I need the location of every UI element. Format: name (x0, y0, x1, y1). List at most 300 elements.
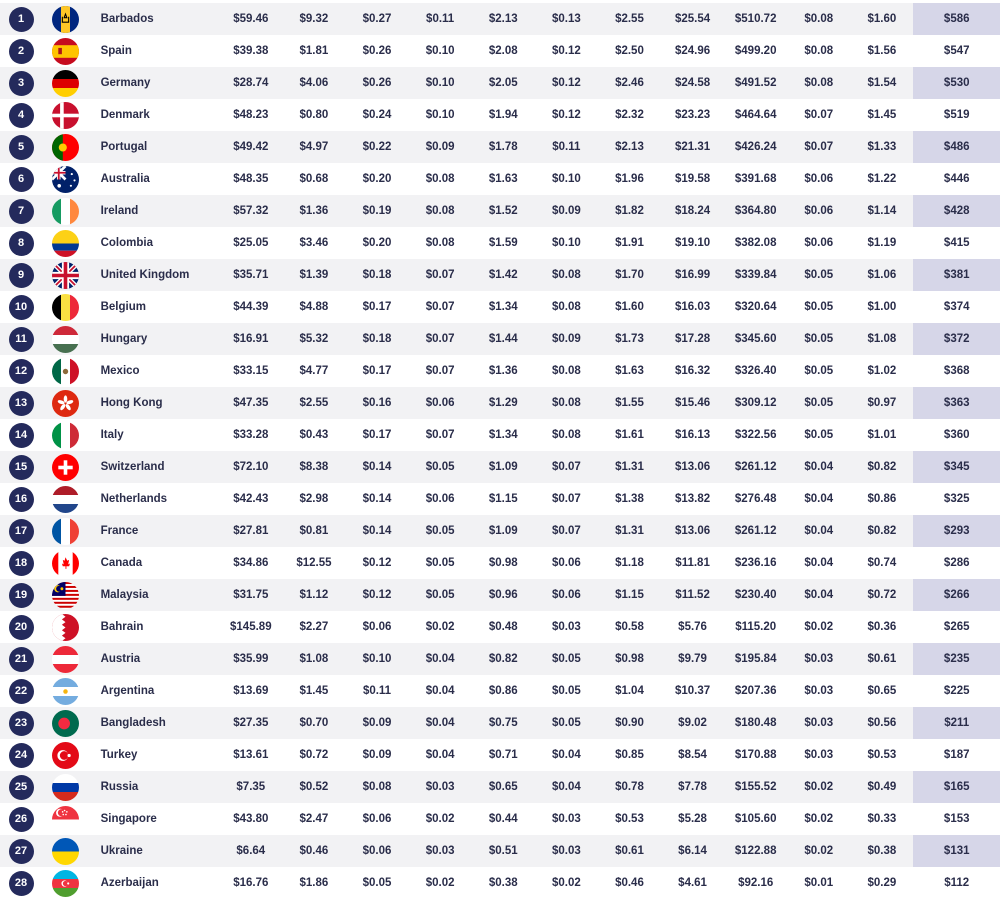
value-cell: $0.04 (787, 483, 850, 515)
rank-cell (0, 3, 42, 35)
value-cell: $0.09 (535, 195, 598, 227)
value-cell: $0.07 (535, 515, 598, 547)
value-cell: $2.55 (598, 3, 661, 35)
mexico-flag-icon (52, 358, 79, 385)
value-cell: $0.02 (787, 611, 850, 643)
table-row (0, 707, 1000, 739)
value-cell: $2.05 (472, 67, 535, 99)
value-cell: $1.59 (472, 227, 535, 259)
value-cell: $1.44 (472, 323, 535, 355)
value-cell: $0.26 (345, 67, 408, 99)
rank-cell (0, 611, 42, 643)
total-cell: $187 (913, 739, 1000, 771)
value-cell: $0.46 (598, 867, 661, 899)
value-cell: $1.96 (598, 163, 661, 195)
value-cell: $35.71 (219, 259, 282, 291)
table-row (0, 99, 1000, 131)
value-cell: $0.36 (850, 611, 913, 643)
russia-flag-icon (52, 774, 79, 801)
flag-cell (42, 35, 89, 67)
value-cell: $464.64 (724, 99, 787, 131)
rank-cell (0, 99, 42, 131)
country-name-germany: Germany (89, 67, 220, 99)
total-cell: $415 (913, 227, 1000, 259)
value-cell: $1.22 (850, 163, 913, 195)
value-cell: $47.35 (219, 387, 282, 419)
rank-cell (0, 579, 42, 611)
value-cell: $0.08 (409, 163, 472, 195)
total-cell: $131 (913, 835, 1000, 867)
value-cell: $0.19 (345, 195, 408, 227)
value-cell: $0.05 (787, 259, 850, 291)
total-cell: $360 (913, 419, 1000, 451)
total-cell: $519 (913, 99, 1000, 131)
value-cell: $16.91 (219, 323, 282, 355)
value-cell: $1.60 (850, 3, 913, 35)
value-cell: $0.61 (598, 835, 661, 867)
value-cell: $0.05 (535, 675, 598, 707)
total-cell: $368 (913, 355, 1000, 387)
value-cell: $0.72 (850, 579, 913, 611)
value-cell: $33.28 (219, 419, 282, 451)
rank-badge: 14 (9, 423, 34, 448)
value-cell: $0.07 (409, 323, 472, 355)
azerbaijan-flag-icon (52, 870, 79, 897)
value-cell: $4.88 (282, 291, 345, 323)
value-cell: $1.56 (850, 35, 913, 67)
value-cell: $0.44 (472, 803, 535, 835)
country-name-azerbaijan: Azerbaijan (89, 867, 220, 899)
value-cell: $0.97 (850, 387, 913, 419)
value-cell: $1.63 (472, 163, 535, 195)
flag-cell (42, 3, 89, 35)
value-cell: $0.20 (345, 227, 408, 259)
value-cell: $1.31 (598, 451, 661, 483)
country-name-switzerland: Switzerland (89, 451, 220, 483)
rank-badge: 7 (9, 199, 34, 224)
value-cell: $0.65 (850, 675, 913, 707)
value-cell: $0.12 (345, 579, 408, 611)
value-cell: $426.24 (724, 131, 787, 163)
value-cell: $2.98 (282, 483, 345, 515)
value-cell: $0.06 (535, 547, 598, 579)
value-cell: $48.23 (219, 99, 282, 131)
value-cell: $0.03 (535, 835, 598, 867)
value-cell: $1.70 (598, 259, 661, 291)
value-cell: $16.99 (661, 259, 724, 291)
table-row (0, 579, 1000, 611)
value-cell: $0.51 (472, 835, 535, 867)
country-name-france: France (89, 515, 220, 547)
flag-cell (42, 867, 89, 899)
value-cell: $8.54 (661, 739, 724, 771)
value-cell: $13.82 (661, 483, 724, 515)
value-cell: $1.31 (598, 515, 661, 547)
value-cell: $0.46 (282, 835, 345, 867)
value-cell: $0.85 (598, 739, 661, 771)
rank-badge: 16 (9, 487, 34, 512)
value-cell: $339.84 (724, 259, 787, 291)
value-cell: $345.60 (724, 323, 787, 355)
rank-badge: 27 (9, 839, 34, 864)
rank-cell (0, 355, 42, 387)
value-cell: $27.81 (219, 515, 282, 547)
value-cell: $49.42 (219, 131, 282, 163)
value-cell: $0.70 (282, 707, 345, 739)
value-cell: $1.42 (472, 259, 535, 291)
value-cell: $0.03 (535, 803, 598, 835)
rank-cell (0, 163, 42, 195)
rank-badge: 15 (9, 455, 34, 480)
flag-cell (42, 387, 89, 419)
value-cell: $0.61 (850, 643, 913, 675)
value-cell: $0.04 (787, 515, 850, 547)
rank-badge: 11 (9, 327, 34, 352)
value-cell: $0.27 (345, 3, 408, 35)
flag-cell (42, 675, 89, 707)
total-cell: $374 (913, 291, 1000, 323)
singapore-flag-icon (52, 806, 79, 833)
australia-flag-icon (52, 166, 79, 193)
rank-cell (0, 707, 42, 739)
value-cell: $0.14 (345, 451, 408, 483)
value-cell: $0.20 (345, 163, 408, 195)
value-cell: $1.78 (472, 131, 535, 163)
rank-badge: 5 (9, 135, 34, 160)
value-cell: $0.74 (850, 547, 913, 579)
value-cell: $16.76 (219, 867, 282, 899)
country-name-canada: Canada (89, 547, 220, 579)
value-cell: $0.05 (409, 547, 472, 579)
value-cell: $0.52 (282, 771, 345, 803)
value-cell: $0.81 (282, 515, 345, 547)
value-cell: $0.06 (345, 803, 408, 835)
value-cell: $16.03 (661, 291, 724, 323)
rank-badge: 1 (9, 7, 34, 32)
value-cell: $0.06 (787, 227, 850, 259)
flag-cell (42, 355, 89, 387)
country-name-denmark: Denmark (89, 99, 220, 131)
total-cell: $446 (913, 163, 1000, 195)
value-cell: $1.73 (598, 323, 661, 355)
value-cell: $13.61 (219, 739, 282, 771)
value-cell: $0.06 (345, 835, 408, 867)
flag-cell (42, 99, 89, 131)
value-cell: $19.10 (661, 227, 724, 259)
value-cell: $0.05 (409, 579, 472, 611)
value-cell: $0.10 (535, 163, 598, 195)
table-row (0, 611, 1000, 643)
rank-badge: 23 (9, 711, 34, 736)
value-cell: $2.47 (282, 803, 345, 835)
value-cell: $13.06 (661, 515, 724, 547)
country-name-ukraine: Ukraine (89, 835, 220, 867)
value-cell: $16.32 (661, 355, 724, 387)
flag-cell (42, 515, 89, 547)
table-row (0, 483, 1000, 515)
value-cell: $2.32 (598, 99, 661, 131)
value-cell: $170.88 (724, 739, 787, 771)
value-cell: $0.05 (345, 867, 408, 899)
value-cell: $34.86 (219, 547, 282, 579)
value-cell: $92.16 (724, 867, 787, 899)
total-cell: $211 (913, 707, 1000, 739)
value-cell: $0.18 (345, 259, 408, 291)
value-cell: $0.10 (535, 227, 598, 259)
value-cell: $0.08 (535, 355, 598, 387)
value-cell: $8.38 (282, 451, 345, 483)
value-cell: $2.13 (598, 131, 661, 163)
rank-cell (0, 387, 42, 419)
value-cell: $0.05 (535, 707, 598, 739)
value-cell: $0.08 (787, 67, 850, 99)
rank-cell (0, 515, 42, 547)
value-cell: $236.16 (724, 547, 787, 579)
value-cell: $0.08 (787, 3, 850, 35)
value-cell: $21.31 (661, 131, 724, 163)
flag-cell (42, 707, 89, 739)
spain-flag-icon (52, 38, 79, 65)
table-row (0, 867, 1000, 899)
rank-badge: 2 (9, 39, 34, 64)
value-cell: $0.08 (535, 291, 598, 323)
value-cell: $0.03 (787, 675, 850, 707)
value-cell: $2.13 (472, 3, 535, 35)
value-cell: $5.28 (661, 803, 724, 835)
rank-cell (0, 227, 42, 259)
value-cell: $1.34 (472, 419, 535, 451)
country-name-turkey: Turkey (89, 739, 220, 771)
country-name-netherlands: Netherlands (89, 483, 220, 515)
value-cell: $0.82 (472, 643, 535, 675)
table-row (0, 195, 1000, 227)
country-name-colombia: Colombia (89, 227, 220, 259)
value-cell: $25.54 (661, 3, 724, 35)
rank-cell (0, 867, 42, 899)
value-cell: $0.04 (409, 643, 472, 675)
total-cell: $372 (913, 323, 1000, 355)
rank-badge: 21 (9, 647, 34, 672)
value-cell: $16.13 (661, 419, 724, 451)
value-cell: $0.12 (535, 99, 598, 131)
value-cell: $1.45 (850, 99, 913, 131)
flag-cell (42, 739, 89, 771)
value-cell: $1.86 (282, 867, 345, 899)
value-cell: $0.03 (409, 835, 472, 867)
flag-cell (42, 803, 89, 835)
value-cell: $0.04 (787, 579, 850, 611)
country-name-bahrain: Bahrain (89, 611, 220, 643)
table-row (0, 3, 1000, 35)
value-cell: $0.68 (282, 163, 345, 195)
country-name-portugal: Portugal (89, 131, 220, 163)
value-cell: $42.43 (219, 483, 282, 515)
value-cell: $1.94 (472, 99, 535, 131)
total-cell: $225 (913, 675, 1000, 707)
table-row (0, 803, 1000, 835)
table-row (0, 387, 1000, 419)
table-row (0, 739, 1000, 771)
rank-badge: 8 (9, 231, 34, 256)
value-cell: $0.02 (409, 803, 472, 835)
value-cell: $0.90 (598, 707, 661, 739)
value-cell: $3.46 (282, 227, 345, 259)
total-cell: $586 (913, 3, 1000, 35)
rank-badge: 20 (9, 615, 34, 640)
value-cell: $0.10 (409, 67, 472, 99)
table-row (0, 835, 1000, 867)
value-cell: $0.09 (345, 739, 408, 771)
bangladesh-flag-icon (52, 710, 79, 737)
rank-badge: 25 (9, 775, 34, 800)
value-cell: $33.15 (219, 355, 282, 387)
rank-cell (0, 803, 42, 835)
value-cell: $0.75 (472, 707, 535, 739)
value-cell: $0.05 (409, 451, 472, 483)
rank-cell (0, 195, 42, 227)
value-cell: $261.12 (724, 515, 787, 547)
value-cell: $72.10 (219, 451, 282, 483)
total-cell: $165 (913, 771, 1000, 803)
hungary-flag-icon (52, 326, 79, 353)
rank-badge: 13 (9, 391, 34, 416)
value-cell: $391.68 (724, 163, 787, 195)
value-cell: $0.78 (598, 771, 661, 803)
rank-badge: 28 (9, 871, 34, 896)
value-cell: $1.45 (282, 675, 345, 707)
rank-badge: 10 (9, 295, 34, 320)
value-cell: $0.10 (345, 643, 408, 675)
value-cell: $499.20 (724, 35, 787, 67)
flag-cell (42, 323, 89, 355)
value-cell: $1.52 (472, 195, 535, 227)
value-cell: $0.43 (282, 419, 345, 451)
value-cell: $0.38 (850, 835, 913, 867)
value-cell: $0.06 (345, 611, 408, 643)
country-name-australia: Australia (89, 163, 220, 195)
value-cell: $276.48 (724, 483, 787, 515)
value-cell: $28.74 (219, 67, 282, 99)
value-cell: $155.52 (724, 771, 787, 803)
value-cell: $0.22 (345, 131, 408, 163)
value-cell: $0.72 (282, 739, 345, 771)
country-name-ireland: Ireland (89, 195, 220, 227)
country-name-argentina: Argentina (89, 675, 220, 707)
value-cell: $0.07 (535, 483, 598, 515)
table-row (0, 163, 1000, 195)
value-cell: $57.32 (219, 195, 282, 227)
value-cell: $9.02 (661, 707, 724, 739)
country-name-bangladesh: Bangladesh (89, 707, 220, 739)
value-cell: $1.39 (282, 259, 345, 291)
total-cell: $266 (913, 579, 1000, 611)
value-cell: $0.82 (850, 451, 913, 483)
total-cell: $153 (913, 803, 1000, 835)
value-cell: $2.55 (282, 387, 345, 419)
table-row (0, 291, 1000, 323)
flag-cell (42, 771, 89, 803)
flag-cell (42, 547, 89, 579)
value-cell: $1.63 (598, 355, 661, 387)
rank-cell (0, 739, 42, 771)
argentina-flag-icon (52, 678, 79, 705)
value-cell: $1.09 (472, 451, 535, 483)
value-cell: $59.46 (219, 3, 282, 35)
value-cell: $31.75 (219, 579, 282, 611)
country-name-spain: Spain (89, 35, 220, 67)
value-cell: $0.65 (472, 771, 535, 803)
value-cell: $0.49 (850, 771, 913, 803)
value-cell: $0.48 (472, 611, 535, 643)
value-cell: $0.03 (787, 707, 850, 739)
value-cell: $1.06 (850, 259, 913, 291)
rank-badge: 9 (9, 263, 34, 288)
value-cell: $0.04 (409, 739, 472, 771)
value-cell: $0.02 (787, 803, 850, 835)
bahrain-flag-icon (52, 614, 79, 641)
value-cell: $25.05 (219, 227, 282, 259)
table-row (0, 323, 1000, 355)
value-cell: $0.03 (787, 739, 850, 771)
value-cell: $0.07 (409, 355, 472, 387)
value-cell: $9.32 (282, 3, 345, 35)
flag-cell (42, 483, 89, 515)
flag-cell (42, 579, 89, 611)
value-cell: $0.17 (345, 291, 408, 323)
value-cell: $1.54 (850, 67, 913, 99)
value-cell: $4.77 (282, 355, 345, 387)
value-cell: $1.82 (598, 195, 661, 227)
value-cell: $1.36 (282, 195, 345, 227)
value-cell: $207.36 (724, 675, 787, 707)
country-name-united-kingdom: United Kingdom (89, 259, 220, 291)
value-cell: $0.18 (345, 323, 408, 355)
value-cell: $0.04 (535, 771, 598, 803)
table-row (0, 131, 1000, 163)
value-cell: $309.12 (724, 387, 787, 419)
value-cell: $0.14 (345, 515, 408, 547)
value-cell: $0.07 (409, 291, 472, 323)
total-cell: $530 (913, 67, 1000, 99)
flag-cell (42, 835, 89, 867)
flag-cell (42, 419, 89, 451)
value-cell: $0.07 (409, 259, 472, 291)
value-cell: $0.03 (535, 611, 598, 643)
rank-cell (0, 35, 42, 67)
value-cell: $7.35 (219, 771, 282, 803)
value-cell: $261.12 (724, 451, 787, 483)
country-name-austria: Austria (89, 643, 220, 675)
value-cell: $0.13 (535, 3, 598, 35)
value-cell: $11.81 (661, 547, 724, 579)
value-cell: $1.15 (472, 483, 535, 515)
value-cell: $2.50 (598, 35, 661, 67)
table-row (0, 355, 1000, 387)
value-cell: $1.91 (598, 227, 661, 259)
value-cell: $0.71 (472, 739, 535, 771)
value-cell: $17.28 (661, 323, 724, 355)
flag-cell (42, 259, 89, 291)
value-cell: $382.08 (724, 227, 787, 259)
value-cell: $326.40 (724, 355, 787, 387)
value-cell: $0.26 (345, 35, 408, 67)
rank-badge: 12 (9, 359, 34, 384)
value-cell: $1.00 (850, 291, 913, 323)
value-cell: $0.08 (787, 35, 850, 67)
value-cell: $13.69 (219, 675, 282, 707)
value-cell: $0.04 (409, 707, 472, 739)
rank-badge: 24 (9, 743, 34, 768)
